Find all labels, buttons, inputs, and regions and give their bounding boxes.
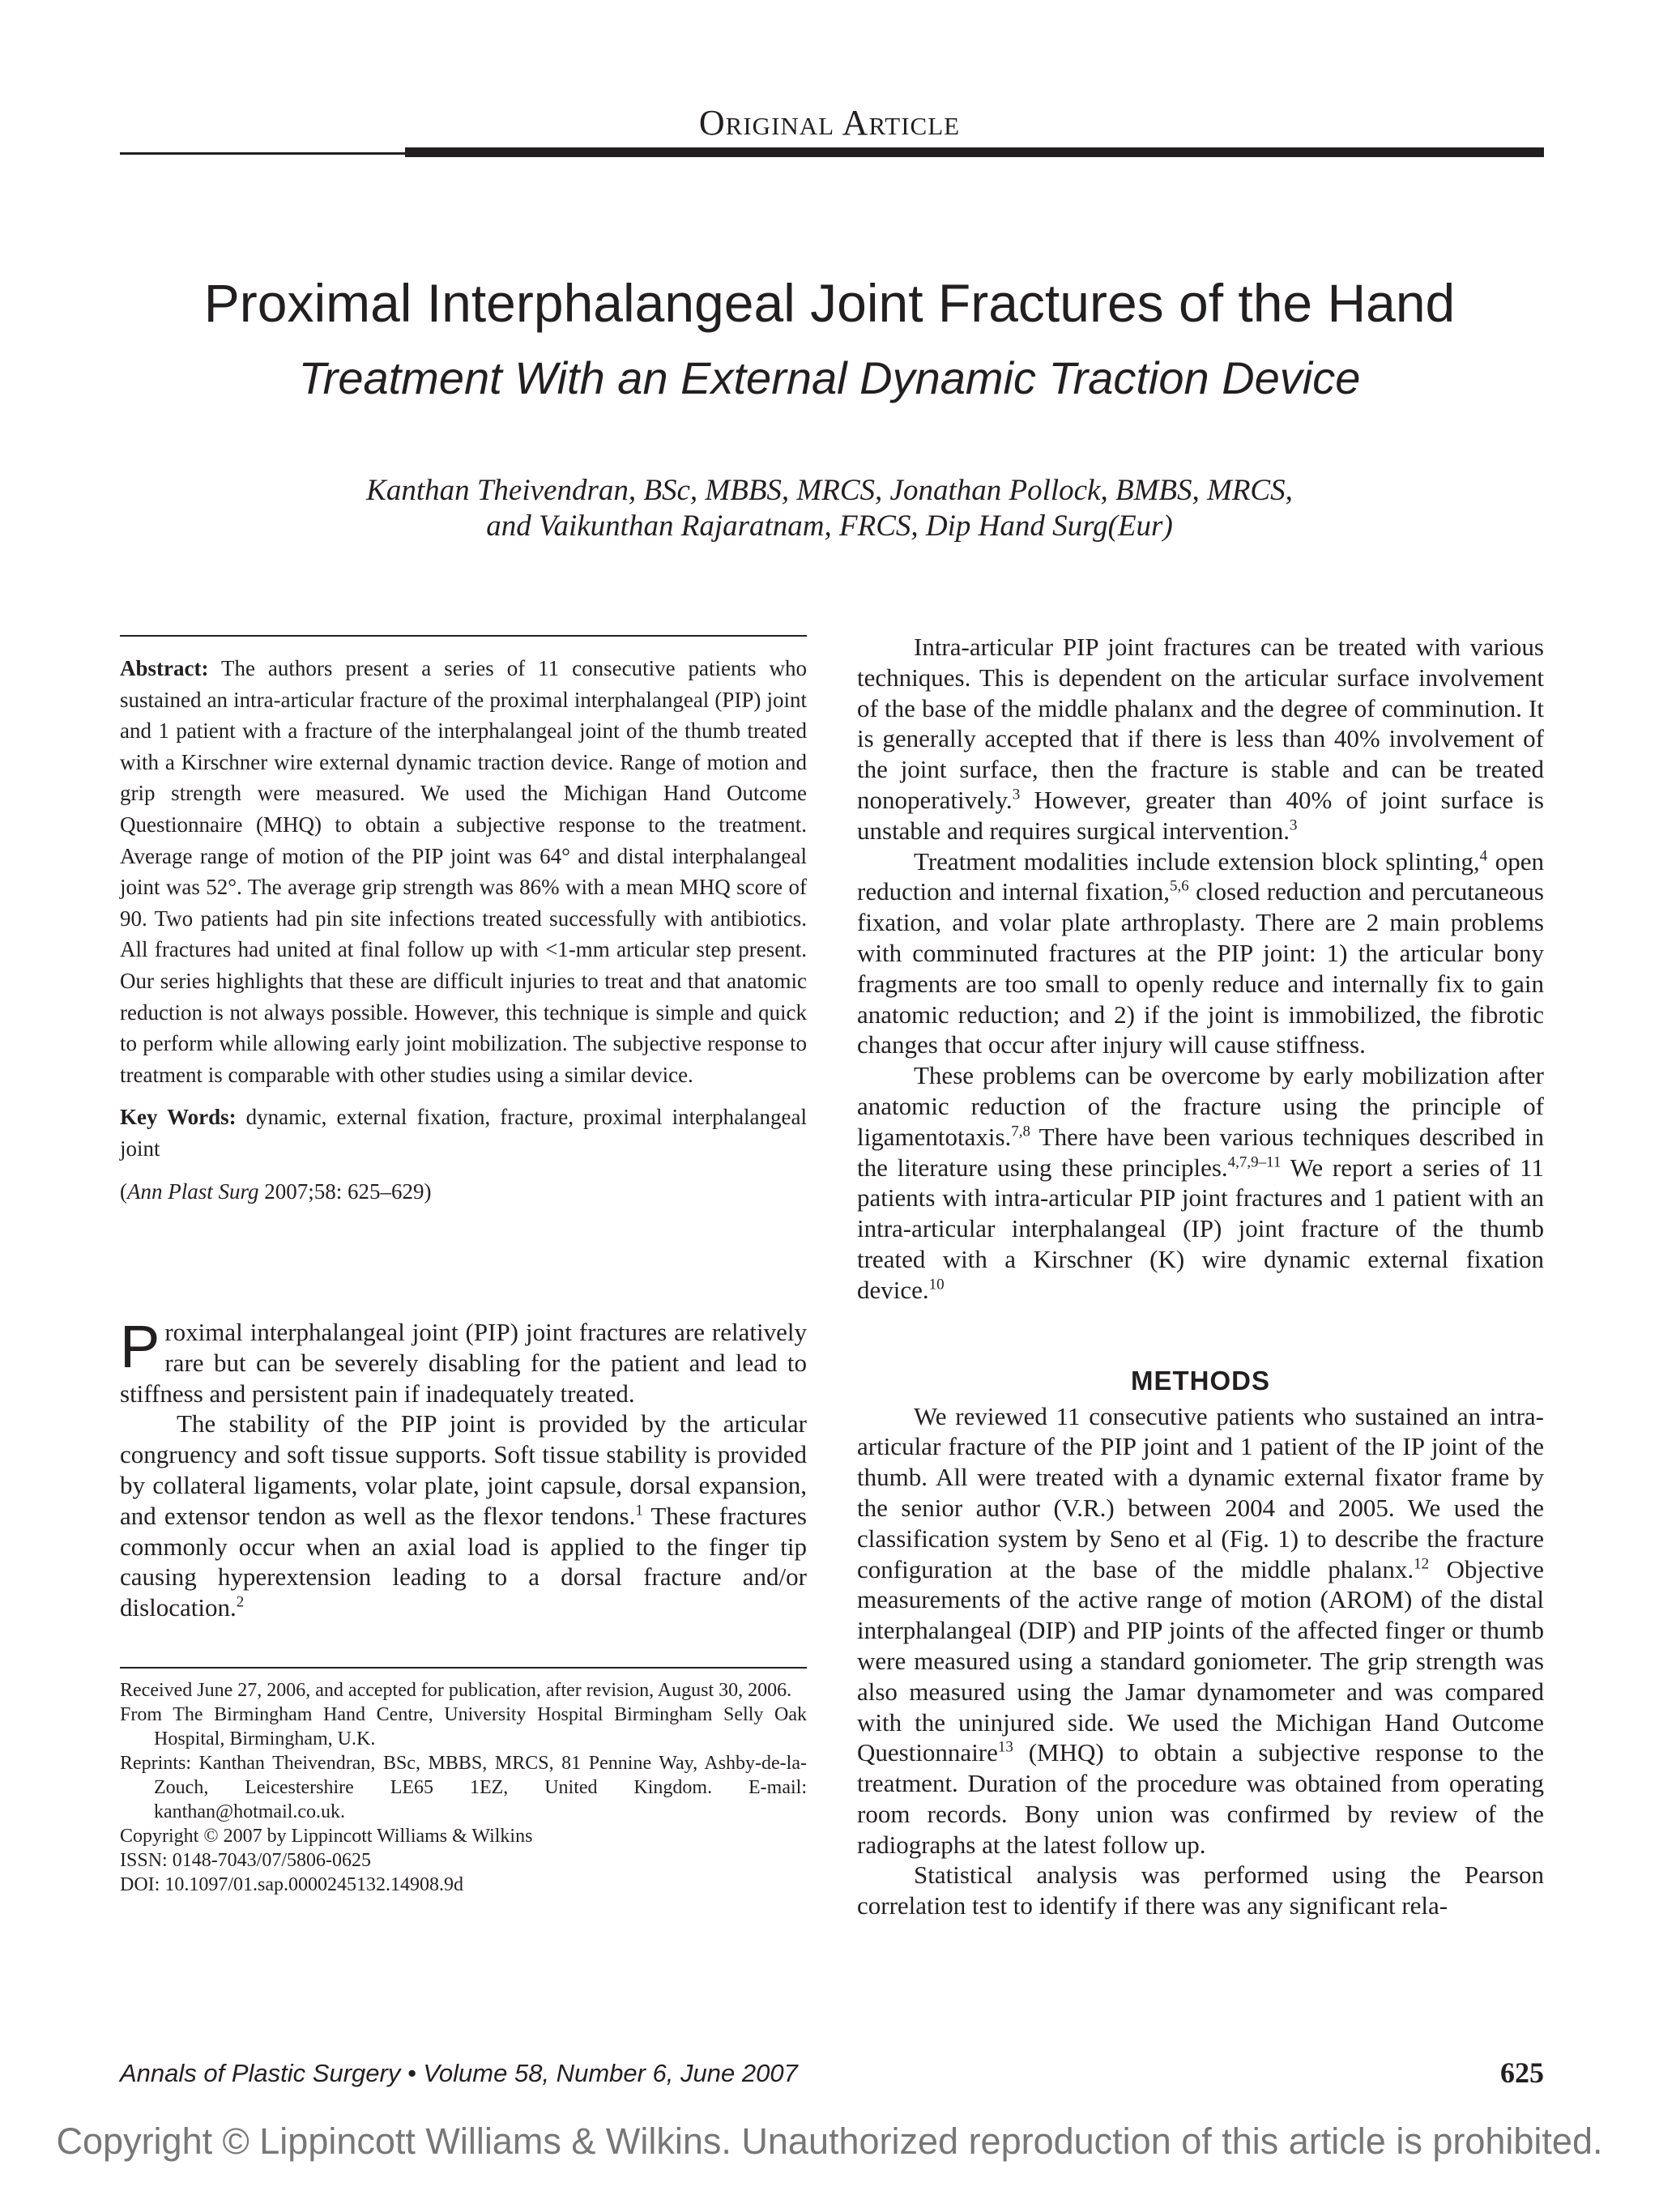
right-p2-text-a: Treatment modalities include extension block splinting, bbox=[914, 846, 1480, 876]
reference-superscript: 2 bbox=[236, 1593, 245, 1611]
intro-p1-text: roximal interphalangeal joint (PIP) joint fractures are relatively rare but can be severely disabling for the patient and lead to stiffness and persistent pain if inadequately treated. bbox=[120, 1318, 807, 1408]
keywords bbox=[120, 1102, 807, 1164]
header-rule-thick bbox=[405, 147, 1544, 157]
reference-superscript: 13 bbox=[997, 1738, 1013, 1756]
footnote-issn: ISSN: 0148-7043/07/5806-0625 bbox=[120, 1850, 372, 1872]
intro-paragraph-4 bbox=[857, 846, 1544, 1061]
reference-superscript: 10 bbox=[928, 1276, 945, 1294]
right-p3-text-c: We report a series of 11 patients with intra-articular PIP joint fractures and 1 patient with an intra-articular interphalangeal (IP) joint fracture of the thumb treated with a Kirschner (K) wire dynamic external fixation device. bbox=[857, 1153, 1544, 1304]
methods-p1-text-a: We reviewed 11 consecutive patients who sustained an intra-articular fracture of the PIP joint and 1 patient of the IP joint of the thumb. All were treated with a dynamic external fixator frame by the senior author (V.R.) between 2004 and 2005. We used the classification system by Seno et al (Fig. 1) to describe the fracture configuration at the base of the middle phalanx. bbox=[857, 1401, 1544, 1583]
methods-heading: METHODS bbox=[1131, 1365, 1270, 1396]
footnote-doi: DOI: 10.1097/01.sap.0000245132.14908.9d bbox=[120, 1874, 463, 1896]
section-label: Original Article bbox=[698, 103, 961, 143]
authors-line-2: and Vaikunthan Rajaratnam, FRCS, Dip Hand Surg(Eur) bbox=[486, 509, 1173, 543]
right-p2-text-b: open reduction and internal fixation, bbox=[857, 846, 1545, 906]
reference-superscript: 12 bbox=[1414, 1555, 1430, 1573]
article-title: Proximal Interphalangeal Joint Fractures of the Hand bbox=[203, 273, 1456, 333]
left-column bbox=[120, 635, 807, 1897]
abstract-rule bbox=[120, 635, 807, 637]
reference-superscript: 5,6 bbox=[1169, 878, 1189, 896]
abstract-label: Abstract: bbox=[120, 656, 209, 680]
citation-journal: Ann Plast Surg bbox=[127, 1178, 259, 1204]
abstract-text: The authors present a series of 11 consecutive patients who sustained an intra-articular fracture of the proximal interphalangeal (PIP) joint and 1 patient with a fracture of the interphalangeal joint of the thumb treated with a Kirschner wire external dynamic traction device. Range of motion and grip strength were measured. We used the Michigan Hand Outcome Questionnaire (MHQ) to obtain a subjective response to the treatment. Average range of motion of the PIP joint was 64° and distal interphalangeal joint was 52°. The average grip strength was 86% with a mean MHQ score of 90. Two patients had pin site infections treated successfully with antibiotics. All fractures had united at final follow up with <1-mm articular step present. Our series highlights that these are difficult injuries to treat and that anatomic reduction is not always possible. However, this technique is simple and quick to perform while allowing early joint mobilization. The subjective response to treatment is comparable with other studies using a similar device. bbox=[120, 656, 807, 1087]
methods-p1-text-b: Objective measurements of the active range of motion (AROM) of the distal interphalangeal (DIP) and PIP joints of the affected finger or thumb were measured using a standard goniometer. The grip strength was also measured using the Jamar dynamometer and was compared with the uninjured side. We used the Michigan Hand Outcome Questionnaire bbox=[857, 1554, 1544, 1767]
footnote-received: Received June 27, 2006, and accepted for publication, after revision, August 30, 2006. bbox=[120, 1680, 792, 1702]
drop-cap: P bbox=[120, 1313, 160, 1381]
intro-p2-text-b: These fractures commonly occur when an axial load is applied to the finger tip causing hyperextension leading to a dorsal fracture and/or dislocation. bbox=[120, 1501, 807, 1622]
right-p2-text-c: closed reduction and percutaneous fixation, and volar plate arthroplasty. There are 2 main problems with comminuted fractures at the PIP joint: 1) the articular bony fragments are too small to openly reduce and internally fix to gain anatomic reduction; and 2) if the joint is immobilized, the fibrotic changes that occur after injury will cause stiffness. bbox=[857, 877, 1544, 1059]
right-column bbox=[857, 632, 1544, 1921]
reference-superscript: 1 bbox=[635, 1502, 643, 1519]
keywords-label: Key Words: bbox=[120, 1105, 237, 1130]
reference-superscript: 4,7,9–11 bbox=[1227, 1153, 1282, 1171]
right-p3-text-b: There have been various techniques described in the literature using these principles. bbox=[857, 1122, 1544, 1182]
reference-superscript: 7,8 bbox=[1011, 1123, 1031, 1140]
methods-paragraph-1 bbox=[857, 1401, 1544, 1860]
copyright-banner: Copyright © Lippincott Williams & Wilkins. Unauthorized reproduction of this article is prohibited. bbox=[56, 2120, 1603, 2162]
reference-superscript: 3 bbox=[1012, 786, 1021, 803]
right-p1-text-b: However, greater than 40% of joint surface is unstable and requires surgical intervention. bbox=[857, 785, 1544, 845]
methods-paragraph-2: Statistical analysis was performed using the Pearson correlation test to identify if there was any significant rela- bbox=[857, 1860, 1544, 1920]
methods-p1-text-c: (MHQ) to obtain a subjective response to the treatment. Duration of the procedure was obtained from operating room records. Bony union was confirmed by review of the radiographs at the latest follow up. bbox=[857, 1738, 1544, 1859]
footnote-reprints: Reprints: Kanthan Theivendran, BSc, MBBS, MRCS, 81 Pennine Way, Ashby-de-la-Zouch, Leicestershire LE65 1EZ, United Kingdom. E-mail: kanthan@hotmail.co.uk. bbox=[120, 1753, 807, 1823]
reference-superscript: 4 bbox=[1479, 847, 1488, 865]
page-number: 625 bbox=[1500, 2056, 1544, 2089]
intro-paragraph-3 bbox=[857, 632, 1544, 846]
intro-paragraph-5 bbox=[857, 1060, 1544, 1305]
right-p3-text-a: These problems can be overcome by early mobilization after anatomic reduction of the fracture using the principle of ligamentotaxis. bbox=[857, 1061, 1544, 1151]
article-subtitle: Treatment With an External Dynamic Traction Device bbox=[298, 352, 1361, 403]
footnote-affiliation: From The Birmingham Hand Centre, University Hospital Birmingham Selly Oak Hospital, Birmingham, U.K. bbox=[120, 1704, 807, 1750]
intro-paragraph-1 bbox=[120, 1313, 807, 1409]
footnote-rule bbox=[120, 1667, 807, 1669]
footnote-copyright: Copyright © 2007 by Lippincott Williams & Wilkins bbox=[120, 1826, 533, 1848]
keywords-text: dynamic, external fixation, fracture, proximal interphalangeal joint bbox=[120, 1105, 808, 1161]
citation: (Ann Plast Surg 2007;58: 625–629) bbox=[120, 1178, 432, 1204]
intro-paragraph-2 bbox=[120, 1409, 807, 1623]
citation-details: 2007;58: 625–629) bbox=[258, 1178, 432, 1204]
intro-p2-text-a: The stability of the PIP joint is provided by the articular congruency and soft tissue supports. Soft tissue stability is provided by collateral ligaments, volar plate, joint capsule, dorsal expansion, and extensor tendon as well as the flexor tendons. bbox=[120, 1409, 807, 1530]
authors-line-1: Kanthan Theivendran, BSc, MBBS, MRCS, Jonathan Pollock, BMBS, MRCS, bbox=[366, 474, 1293, 507]
right-p1-text-a: Intra-articular PIP joint fractures can be treated with various techniques. This is dependent on the articular surface involvement of the base of the middle phalanx and the degree of comminution. It is generally accepted that if there is less than 40% involvement of the joint surface, then the fracture is stable and can be treated nonoperatively. bbox=[857, 633, 1544, 814]
abstract bbox=[120, 653, 807, 1090]
reference-superscript: 3 bbox=[1290, 816, 1298, 834]
footer-journal: Annals of Plastic Surgery • Volume 58, Number 6, June 2007 bbox=[120, 2059, 798, 2087]
